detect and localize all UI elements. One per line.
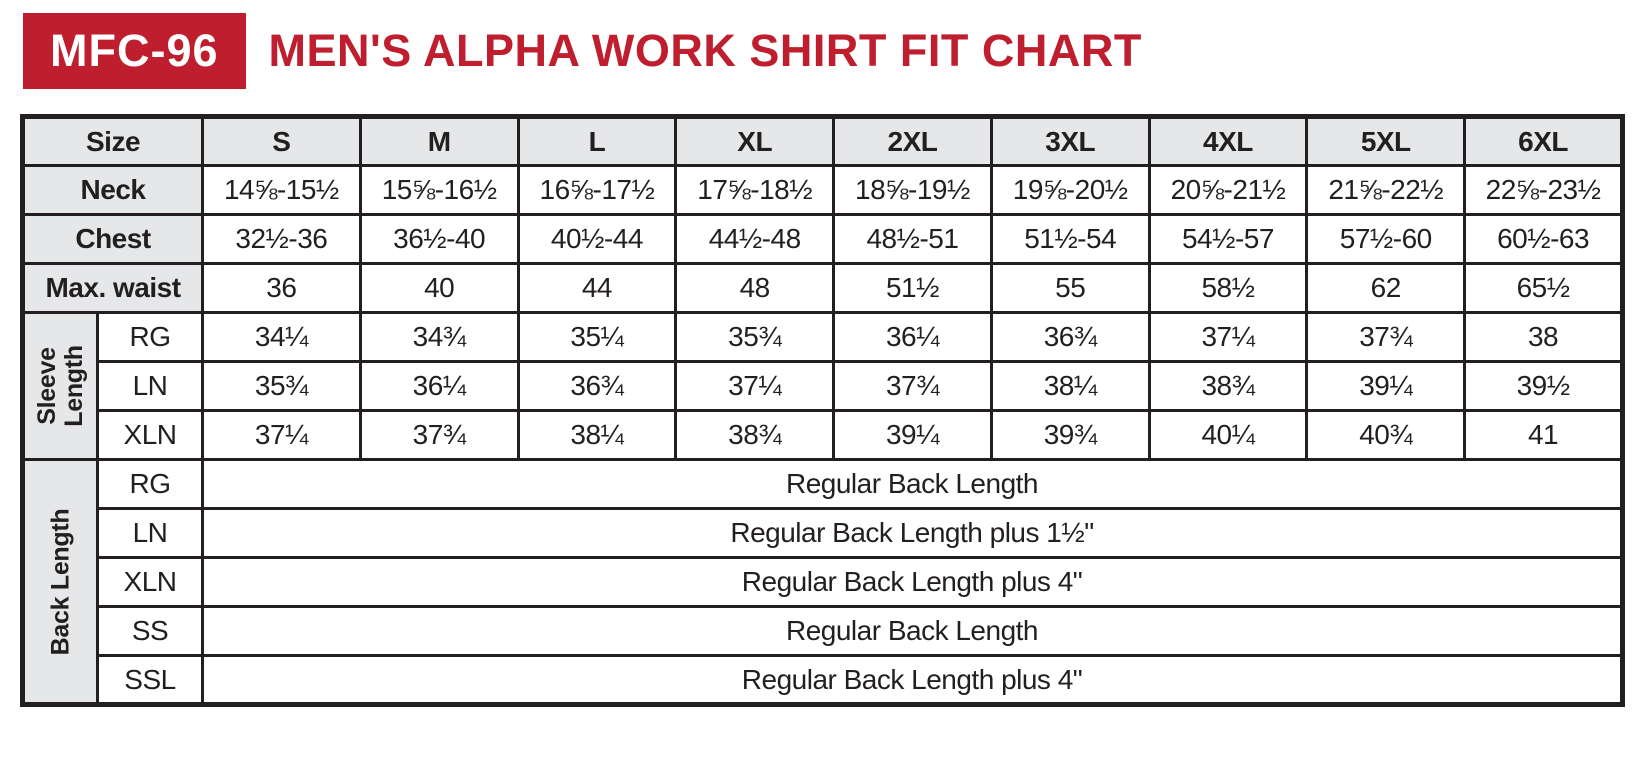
max-waist-value: 44 (518, 264, 676, 313)
sleeve-rg-value: 34¾ (360, 313, 518, 362)
sleeve-rg-value: 37¼ (1149, 313, 1307, 362)
back-length-group-label (47, 508, 74, 655)
max-waist-value: 65½ (1465, 264, 1623, 313)
sleeve-ln-value: 39¼ (1307, 362, 1465, 411)
size-col-header: XL (676, 117, 834, 166)
size-col-header: M (360, 117, 518, 166)
sleeve-ln-row (23, 362, 1623, 411)
neck-value: 19⅝-20½ (991, 166, 1149, 215)
sleeve-xln-value: 37¼ (203, 411, 361, 460)
sleeve-xln-value: 41 (1465, 411, 1623, 460)
neck-value: 15⅝-16½ (360, 166, 518, 215)
sleeve-ln-value: 38¾ (1149, 362, 1307, 411)
back-ln-row (23, 509, 1623, 558)
sleeve-ln-value: 37¾ (834, 362, 992, 411)
max-waist-value: 40 (360, 264, 518, 313)
group-label-line: Sleeve (32, 347, 61, 425)
back-ssl-value: Regular Back Length plus 4" (203, 656, 1623, 705)
sleeve-xln-value: 40¾ (1307, 411, 1465, 460)
max-waist-value: 62 (1307, 264, 1465, 313)
sleeve-length-group-label (34, 345, 88, 427)
sleeve-xln-value: 38¾ (676, 411, 834, 460)
fit-chart-table (20, 114, 1625, 707)
chest-value: 36½-40 (360, 215, 518, 264)
sleeve-rg-value: 37¾ (1307, 313, 1465, 362)
back-rg-row (23, 460, 1623, 509)
chest-value: 57½-60 (1307, 215, 1465, 264)
neck-row (23, 166, 1623, 215)
back-ss-row (23, 607, 1623, 656)
sleeve-rg-row (23, 313, 1623, 362)
size-col-header: 5XL (1307, 117, 1465, 166)
back-rg-label: RG (98, 460, 203, 509)
back-xln-label: XLN (98, 558, 203, 607)
size-col-header: S (203, 117, 361, 166)
back-ln-value: Regular Back Length plus 1½" (203, 509, 1623, 558)
sleeve-ln-value: 38¼ (991, 362, 1149, 411)
back-ssl-label: SSL (98, 656, 203, 705)
sleeve-xln-value: 40¼ (1149, 411, 1307, 460)
sleeve-xln-value: 39¾ (991, 411, 1149, 460)
sleeve-xln-value: 39¼ (834, 411, 992, 460)
neck-value: 14⅝-15½ (203, 166, 361, 215)
neck-row-label: Neck (23, 166, 203, 215)
neck-value: 20⅝-21½ (1149, 166, 1307, 215)
sleeve-ln-value: 35¾ (203, 362, 361, 411)
sleeve-rg-value: 35¾ (676, 313, 834, 362)
max-waist-value: 58½ (1149, 264, 1307, 313)
sleeve-rg-label: RG (98, 313, 203, 362)
page-title: MEN'S ALPHA WORK SHIRT FIT CHART (268, 25, 1142, 76)
sleeve-xln-row (23, 411, 1623, 460)
sleeve-rg-value: 34¼ (203, 313, 361, 362)
max-waist-value: 55 (991, 264, 1149, 313)
sleeve-rg-value: 38 (1465, 313, 1623, 362)
sleeve-ln-value: 36¼ (360, 362, 518, 411)
sleeve-rg-value: 36¼ (834, 313, 992, 362)
sleeve-length-group-cell (23, 313, 98, 460)
size-row-label: Size (23, 117, 203, 166)
size-col-header: 6XL (1465, 117, 1623, 166)
chest-row (23, 215, 1623, 264)
max-waist-value: 36 (203, 264, 361, 313)
page-header (23, 13, 1643, 89)
product-code-badge: MFC-96 (23, 13, 246, 89)
sleeve-ln-value: 36¾ (518, 362, 676, 411)
back-ssl-row (23, 656, 1623, 705)
back-rg-value: Regular Back Length (203, 460, 1623, 509)
sleeve-rg-value: 36¾ (991, 313, 1149, 362)
group-label-line: Length (59, 345, 88, 427)
max-waist-value: 48 (676, 264, 834, 313)
max-waist-value: 51½ (834, 264, 992, 313)
chest-value: 60½-63 (1465, 215, 1623, 264)
max-waist-row-label: Max. waist (23, 264, 203, 313)
size-col-header: 3XL (991, 117, 1149, 166)
chest-value: 44½-48 (676, 215, 834, 264)
sleeve-ln-value: 39½ (1465, 362, 1623, 411)
neck-value: 18⅝-19½ (834, 166, 992, 215)
neck-value: 21⅝-22½ (1307, 166, 1465, 215)
max-waist-row (23, 264, 1623, 313)
sleeve-xln-value: 38¼ (518, 411, 676, 460)
chest-row-label: Chest (23, 215, 203, 264)
back-ln-label: LN (98, 509, 203, 558)
chest-value: 40½-44 (518, 215, 676, 264)
back-xln-value: Regular Back Length plus 4" (203, 558, 1623, 607)
sleeve-xln-value: 37¾ (360, 411, 518, 460)
size-col-header: L (518, 117, 676, 166)
sleeve-rg-value: 35¼ (518, 313, 676, 362)
chest-value: 48½-51 (834, 215, 992, 264)
back-xln-row (23, 558, 1623, 607)
chest-value: 54½-57 (1149, 215, 1307, 264)
size-header-row (23, 117, 1623, 166)
size-col-header: 2XL (834, 117, 992, 166)
neck-value: 22⅝-23½ (1465, 166, 1623, 215)
back-ss-label: SS (98, 607, 203, 656)
neck-value: 17⅝-18½ (676, 166, 834, 215)
sleeve-ln-label: LN (98, 362, 203, 411)
sleeve-ln-value: 37¼ (676, 362, 834, 411)
chest-value: 51½-54 (991, 215, 1149, 264)
back-length-group-cell (23, 460, 98, 705)
size-col-header: 4XL (1149, 117, 1307, 166)
neck-value: 16⅝-17½ (518, 166, 676, 215)
group-label-line: Back Length (46, 508, 74, 655)
back-ss-value: Regular Back Length (203, 607, 1623, 656)
chest-value: 32½-36 (203, 215, 361, 264)
sleeve-xln-label: XLN (98, 411, 203, 460)
